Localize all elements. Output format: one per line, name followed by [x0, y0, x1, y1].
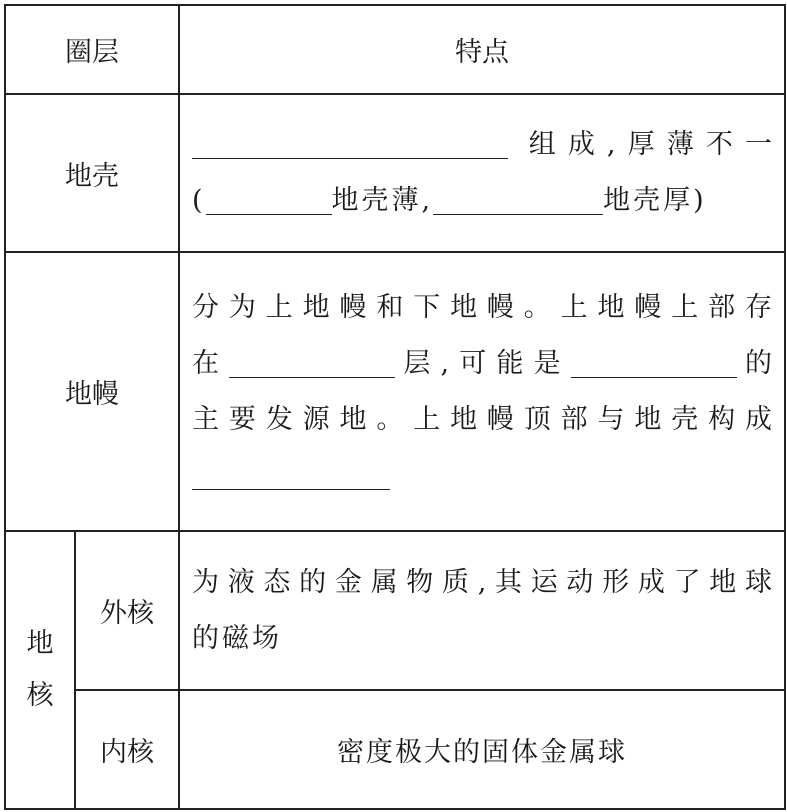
- mantle-line-2: [192, 336, 774, 392]
- mantle-line2-start: 在: [192, 347, 230, 379]
- outer-core-row: [5, 531, 785, 690]
- crust-blank-3[interactable]: [433, 184, 603, 215]
- mantle-line2-end: 的: [736, 347, 775, 379]
- crust-line1-text: 组成,厚薄不一: [528, 129, 774, 160]
- inner-core-row: [5, 690, 785, 809]
- crust-blank-2[interactable]: [206, 184, 332, 215]
- crust-line2-mid: 地壳薄,: [331, 185, 434, 216]
- mantle-layer-name: 地幔: [5, 252, 179, 531]
- mantle-blank-1[interactable]: [229, 347, 395, 378]
- crust-layer-name: 地壳: [5, 94, 179, 252]
- outer-core-features: [179, 531, 785, 690]
- header-layer: 圈层: [5, 5, 179, 94]
- crust-features: [179, 94, 785, 252]
- mantle-line2-mid: 层,可能是: [395, 347, 571, 379]
- crust-paren-open: (: [192, 185, 206, 216]
- mantle-features: [179, 252, 785, 531]
- outer-core-line-1: 为液态的金属物质,其运动形成了地球: [192, 566, 774, 598]
- outer-core-name: 外核: [75, 531, 179, 690]
- inner-core-features: 密度极大的固体金属球: [179, 690, 785, 809]
- crust-blank-1[interactable]: [192, 128, 508, 159]
- core-char-2: 核: [26, 680, 54, 711]
- mantle-row: [5, 252, 785, 531]
- crust-line2-end: 地壳厚): [603, 185, 707, 216]
- crust-line-1: [192, 117, 774, 173]
- mantle-line-4: [192, 448, 774, 504]
- crust-line-2: [192, 173, 774, 229]
- outer-core-line-2: 的磁场: [192, 622, 282, 654]
- core-char-1: 地: [26, 628, 54, 659]
- header-features: 特点: [179, 5, 785, 94]
- earth-layers-table: [4, 4, 786, 810]
- core-layer-name: [5, 531, 75, 809]
- mantle-blank-2[interactable]: [571, 347, 737, 378]
- inner-core-name: 内核: [75, 690, 179, 809]
- mantle-line-3: 主要发源地。上地幔顶部与地壳构成: [192, 403, 774, 435]
- crust-row: [5, 94, 785, 252]
- mantle-line-1: 分为上地幔和下地幔。上地幔上部存: [192, 291, 774, 323]
- mantle-blank-3[interactable]: [192, 459, 390, 490]
- header-row: [5, 5, 785, 94]
